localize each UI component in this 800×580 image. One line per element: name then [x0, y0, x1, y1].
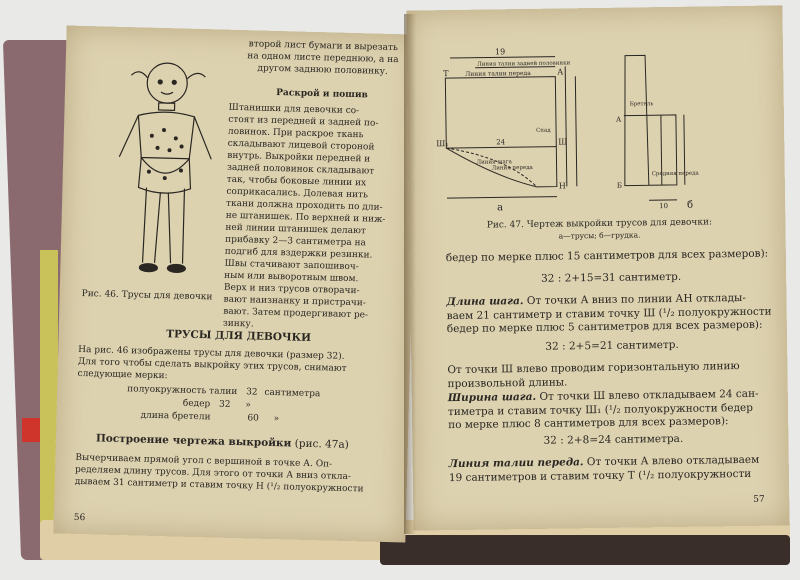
body-text: Штанишки для девочки со- стоят из передней и задней по- ловинок. При раскрое ткань складывают лицевой стороной внутрь. Выкройки передней и задней половинок складывают так, чтобы боковые линии их соприкасались. Долевая нить ткани должна проходить по дли- не штанишек. По верхней и ниж- ней линии штанишек делают прибавку 2—3 сантиметра на подгиб для вздержки резинки. Швы стачивают запошивоч- ным или выворотным швом. Верх и низ трусов отворачи- вают наизнанку и пристрачи- вают. Затем продергивают ре- зинку. [222, 102, 386, 330]
top-dimension-line [450, 57, 555, 58]
book-spine-red-mark [22, 418, 40, 442]
measure-value: 32 [245, 387, 258, 398]
waist-front-heading: Линия талии переда. [448, 456, 584, 471]
formula-2: 32 : 2+5=21 сантиметр. [545, 338, 679, 353]
pattern-diagram [435, 34, 737, 213]
left-page [53, 25, 418, 542]
measure-label: бедер [182, 398, 211, 410]
point-sh: Ш [558, 137, 568, 147]
point-t: Т [443, 69, 449, 79]
measure-value: 32 [218, 399, 231, 410]
construction-heading: Построение чертежа выкройки [95, 432, 292, 450]
waist-front-text: От точки А влево откладываем 19 сантиметров и ставим точку Т (¹/₂ полуокружности [448, 453, 760, 484]
figure-label-b: б [687, 199, 694, 211]
book-gutter-shadow [404, 14, 416, 534]
construction-heading-row [96, 432, 396, 453]
step-dimension-line [447, 197, 557, 199]
strap-label: Бретель [629, 101, 654, 108]
waist-back-label: Линия талии задней половинки [477, 60, 571, 68]
step-length-heading: Длина шага. [446, 295, 524, 309]
figure-label-a: а [497, 202, 504, 214]
point-b-strap: Б [616, 181, 623, 190]
measure-label: полуокружность талии [127, 384, 238, 398]
point-sh1: Ш₁ [436, 139, 449, 149]
section-heading: Раскрой и пошив [276, 87, 368, 101]
intro-text: На рис. 46 изображены трусы для девочки (размер 32). Для того чтобы сделать выкройку этих трусов, снимают следующие мерки: [77, 344, 347, 382]
edge-label: Спад [536, 127, 551, 134]
left-top-text: второй лист бумаги и вырезать на одном листе переднюю, а на другом заднюю половинку. [247, 39, 399, 77]
back-cover-edge [380, 535, 790, 565]
construction-text: Вычерчиваем прямой угол с вершиной в точке А. Оп- ределяем длину трусов. Для этого от точки А вниз откла- дываем 31 сантиметр и ставим точку Н (¹/₂ полуокружности [74, 452, 364, 495]
front-line-label: Линия переда [491, 164, 533, 172]
point-a: А [557, 67, 564, 77]
construction-ref: (рис. 47а) [294, 437, 349, 452]
right-line1: бедер по мерке плюс 15 сантиметров для всех размеров): [445, 247, 769, 265]
measure-unit: » [273, 414, 280, 425]
step-width-text: От точки Ш влево откладываем 24 сан- тиметра и ставим точку Ш₁ (¹/₂ полуокружности бедер по мерке плюс 8 сантиметров для всех размеров): [447, 387, 759, 432]
right-page [406, 5, 789, 530]
step-length-text: От точки А вниз по линии АН отклады- ваем 21 сантиметр и ставим точку Ш (¹/₂ полуокружности бедер по мерке плюс 5 сантиметров для всех размеров): [446, 291, 772, 336]
right-page-number: 57 [753, 494, 765, 505]
top-measure-label: 19 [494, 47, 506, 57]
step-line-label: Линия шага [476, 159, 512, 166]
waist-front-label: Линия талии переда [465, 69, 531, 78]
horizontal-line-paragraph: От точки Ш влево проводим горизонтальную линию произвольной длины. [447, 360, 740, 390]
figure-47-subcaption: а—трусы; б—грудка. [558, 230, 641, 241]
figure-47-caption: Рис. 47. Чертеж выкройки трусов для девочки: [486, 217, 713, 231]
point-h: Н [558, 181, 566, 191]
measure-unit: сантиметра [264, 387, 321, 400]
strap-length-label: 10 [659, 202, 669, 211]
figure-46-caption: Рис. 46. Трусы для девочки [81, 288, 213, 303]
section-title: ТРУСЫ ДЛЯ ДЕВОЧКИ [166, 328, 312, 344]
left-page-number: 56 [73, 512, 86, 524]
measure-value: 60 [247, 413, 259, 424]
measure-unit: » [245, 400, 252, 411]
front-middle-label: Средняя переда [651, 170, 699, 178]
point-a-strap: А [615, 115, 622, 124]
step-width-paragraph [448, 388, 779, 433]
strap-outline [623, 55, 649, 185]
measure-label: длина бретели [140, 410, 211, 423]
waist-front-paragraph [449, 453, 779, 485]
girl-illustration [104, 47, 231, 300]
step-width-heading: Ширина шага. [447, 390, 537, 405]
formula-3: 32 : 2+8=24 сантиметра. [543, 432, 684, 447]
formula-1: 32 : 2+15=31 сантиметр. [540, 270, 682, 285]
step-length-label: 24 [496, 138, 506, 147]
step-length-paragraph [446, 292, 777, 337]
